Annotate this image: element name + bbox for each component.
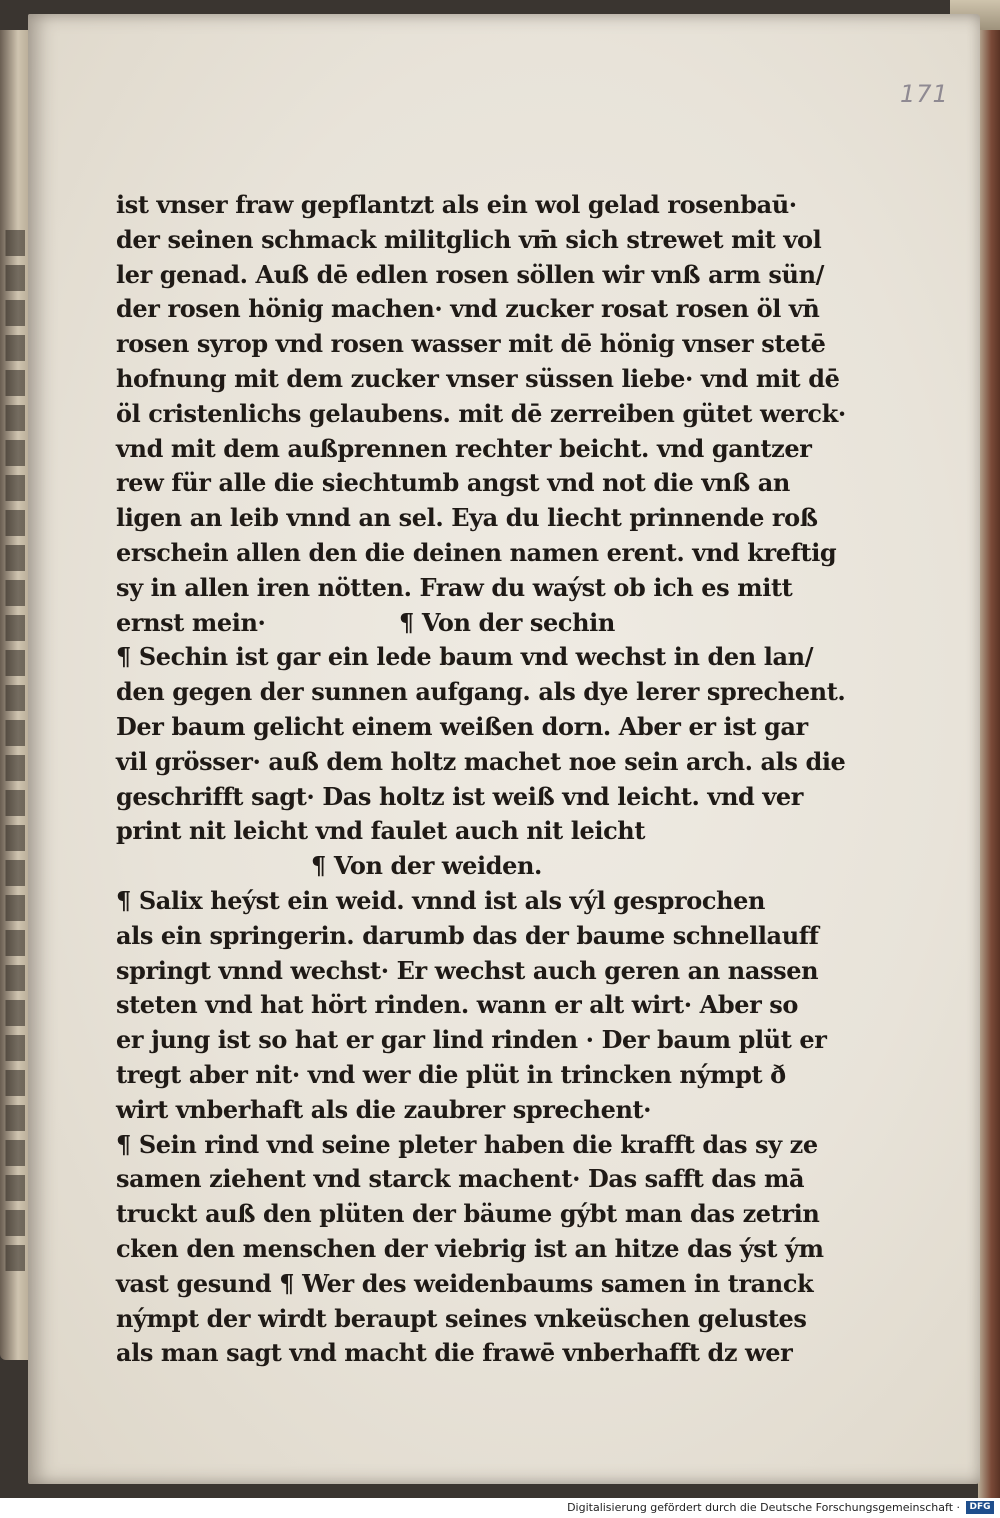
text-block: [116, 188, 846, 1371]
text-line: print nit leicht vnd faulet auch nit leicht: [116, 816, 646, 846]
text-line: nýmpt der wirdt beraupt seines vnkeüschen gelustes: [116, 1303, 807, 1333]
text-line: rew für alle die siechtumb angst vnd not die vnß an: [116, 468, 790, 498]
text-line: truckt auß den plüten der bäume gýbt man das zetrin: [116, 1199, 820, 1229]
text-line: er jung ist so hat er gar lind rinden · Der baum plüt er: [116, 1025, 827, 1055]
text-line: ler genad. Auß dē edlen rosen söllen wir vnß arm sün/: [116, 259, 824, 289]
text-line: der rosen hönig machen· vnd zucker rosat rosen öl vn̄: [116, 294, 820, 324]
footer-bar: [0, 1498, 1000, 1518]
text-line: öl cristenlichs gelaubens. mit dē zerreiben gütet werck·: [116, 398, 846, 428]
text-line: tregt aber nit· vnd wer die plüt in trincken nýmpt ð: [116, 1059, 786, 1089]
text-line: Der baum gelicht einem weißen dorn. Aber er ist gar: [116, 711, 808, 741]
facing-page-edge: [0, 30, 30, 1360]
text-line: ernst mein·: [116, 607, 266, 637]
section-heading-sechin: ¶ Von der sechin: [399, 607, 615, 637]
text-line: rosen syrop vnd rosen wasser mit dē hönig vnser stetē: [116, 329, 826, 359]
text-line: geschrifft sagt· Das holtz ist weiß vnd leicht. vnd ver: [116, 781, 803, 811]
text-line-with-heading: [116, 606, 776, 641]
text-line: sy in allen iren nötten. Fraw du waýst ob ich es mitt: [116, 572, 793, 602]
text-line: samen ziehent vnd starck machent· Das safft das mā: [116, 1164, 805, 1194]
text-line: vast gesund ¶ Wer des weidenbaums samen in tranck: [116, 1268, 814, 1298]
section-heading-weiden: ¶ Von der weiden.: [311, 851, 543, 881]
text-line: ¶ Sechin ist gar ein lede baum vnd wechst in den lan/: [116, 642, 814, 672]
text-line: steten vnd hat hört rinden. wann er alt wirt· Aber so: [116, 990, 799, 1020]
text-line: hofnung mit dem zucker vnser süssen liebe· vnd mit dē: [116, 363, 840, 393]
text-line: als ein springerin. darumb das der baume schnellauff: [116, 920, 819, 950]
folio-number: 171: [900, 80, 949, 108]
footer-credit: Digitalisierung gefördert durch die Deutsche Forschungsgemeinschaft ·: [567, 1501, 960, 1514]
text-line: springt vnnd wechst· Er wechst auch geren an nassen: [116, 955, 819, 985]
text-line: den gegen der sunnen aufgang. als dye lerer sprechent.: [116, 677, 846, 707]
text-line: wirt vnberhaft als die zaubrer sprechent·: [116, 1094, 652, 1124]
text-line: als man sagt vnd macht die frawē vnberhafft dz wer: [116, 1338, 793, 1368]
text-line: cken den menschen der viebrig ist an hitze das ýst ým: [116, 1233, 824, 1263]
text-line: der seinen schmack militglich vm̄ sich strewet mit vol: [116, 224, 822, 254]
text-line: ist vnser fraw gepflantzt als ein wol gelad rosenbaū·: [116, 190, 797, 219]
text-line: ¶ Sein rind vnd seine pleter haben die krafft das sy ze: [116, 1129, 818, 1159]
text-line: vnd mit dem außprennen rechter beicht. vnd gantzer: [116, 433, 812, 463]
text-line: erschein allen den die deinen namen erent. vnd kreftig: [116, 537, 837, 567]
text-line: ligen an leib vnnd an sel. Eya du liecht prinnende roß: [116, 503, 818, 533]
text-line: vil grösser· auß dem holtz machet noe sein arch. als die: [116, 746, 846, 776]
book-cover-edge: [978, 30, 1000, 1498]
text-line: ¶ Salix heýst ein weid. vnnd ist als výl gesprochen: [116, 885, 766, 915]
dfg-logo[interactable]: DFG: [966, 1501, 994, 1514]
facing-page-text: [0, 230, 28, 1330]
